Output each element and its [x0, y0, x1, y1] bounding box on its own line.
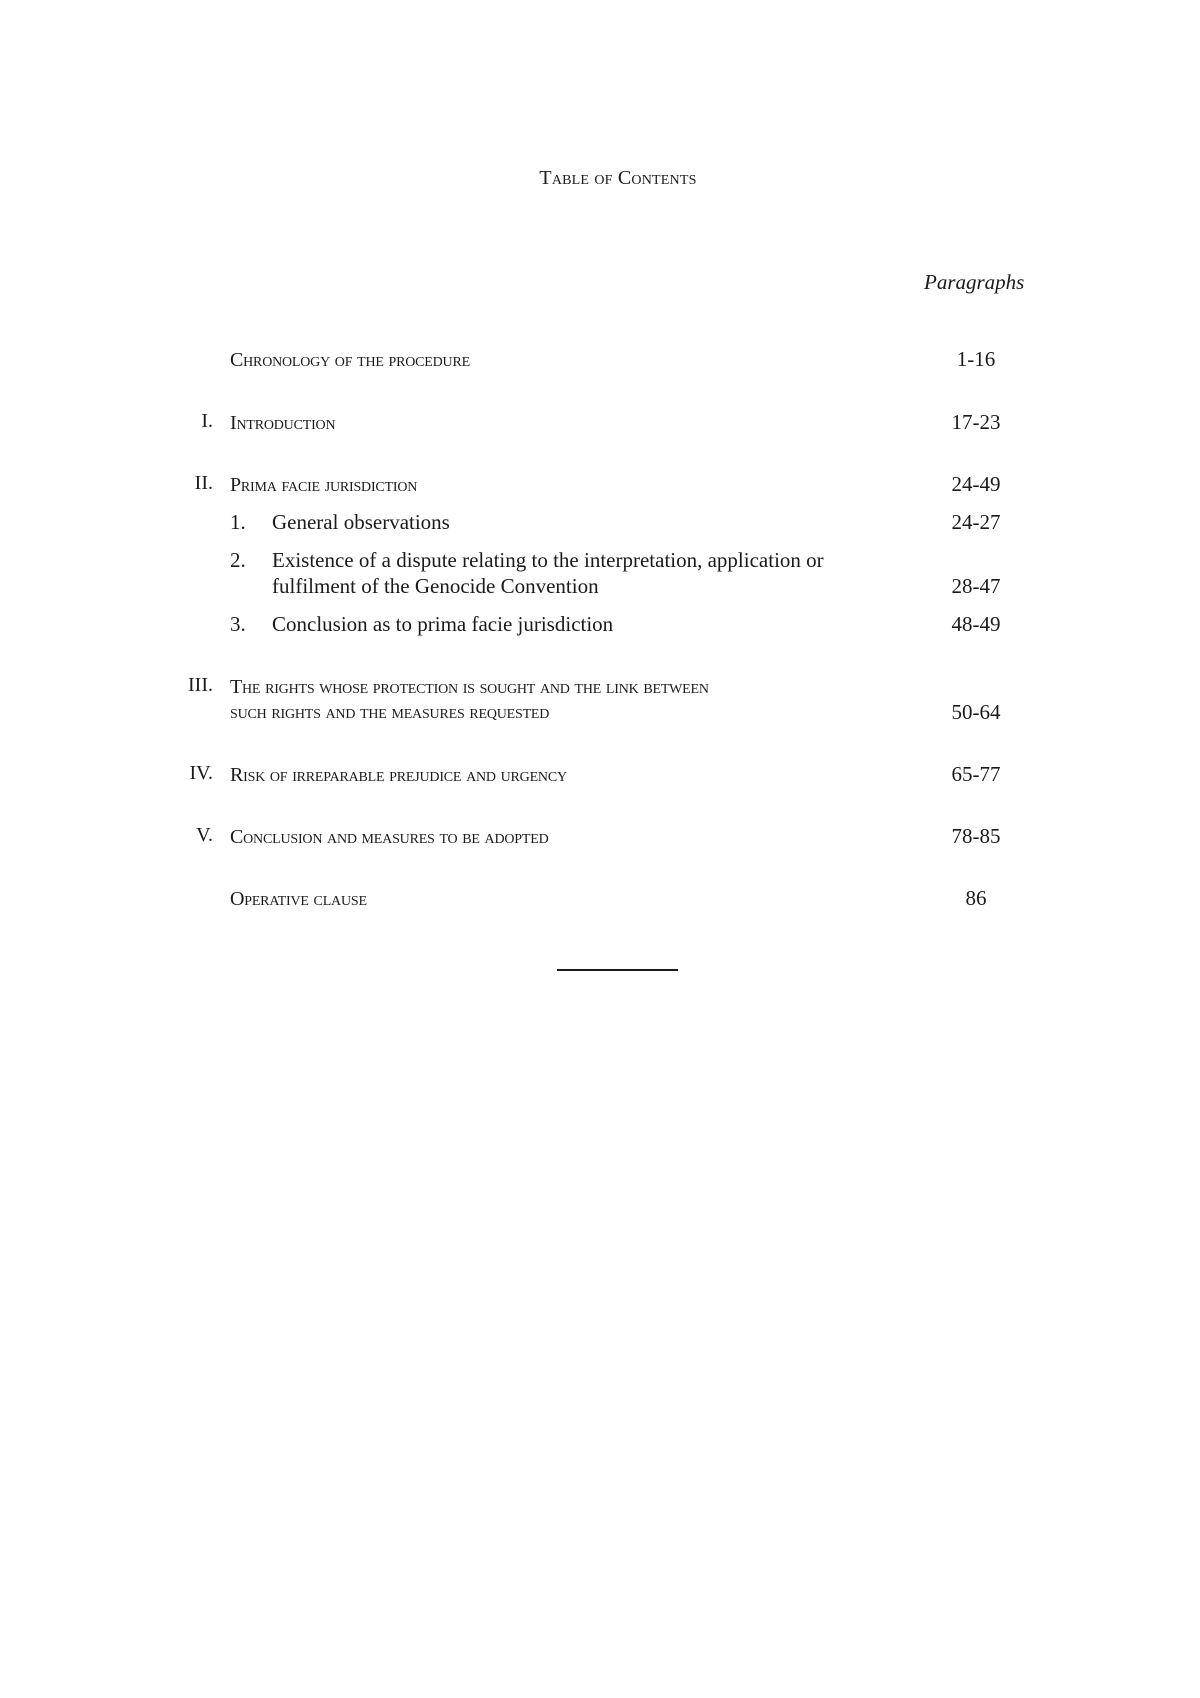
toc-entry-numeral: I.: [201, 410, 213, 432]
page-title: Table of Contents: [539, 167, 697, 189]
toc-subentry-general-observations[interactable]: [0, 510, 1200, 540]
toc-entry-paragraphs: 28-47: [951, 574, 1001, 598]
toc-entry-paragraphs: 78-85: [951, 824, 1001, 848]
toc-entry-prima-facie-jurisdiction[interactable]: [0, 472, 1200, 502]
toc-entry-paragraphs: 17-23: [951, 410, 1001, 434]
toc-entry-title: Risk of irreparable prejudice and urgency: [230, 764, 567, 786]
end-divider: [557, 969, 678, 971]
toc-subentry-number: 2.: [230, 548, 246, 572]
toc-entry-numeral: II.: [194, 472, 213, 494]
toc-entry-title: Conclusion and measures to be adopted: [230, 826, 549, 848]
toc-subentry-number: 1.: [230, 510, 246, 534]
toc-entry-paragraphs: 24-27: [951, 510, 1001, 534]
toc-entry-paragraphs: 86: [965, 886, 987, 910]
toc-entry-title-line2: such rights and the measures requested: [230, 701, 550, 723]
toc-subentry-title-line1: Existence of a dispute relating to the interpretation, application or: [272, 548, 824, 572]
toc-entry-paragraphs: 48-49: [951, 612, 1001, 636]
toc-subentry-title: General observations: [272, 510, 450, 534]
toc-entry-numeral: IV.: [189, 762, 213, 784]
toc-entry-paragraphs: 1-16: [956, 347, 996, 371]
toc-subentry-number: 3.: [230, 612, 246, 636]
toc-entry-title: Operative clause: [230, 888, 367, 910]
toc-entry-title: Prima facie jurisdiction: [230, 474, 418, 496]
toc-subentry-title: Conclusion as to prima facie jurisdiction: [272, 612, 614, 636]
toc-entry-conclusion-measures[interactable]: [0, 824, 1200, 854]
toc-entry-title: Introduction: [230, 412, 336, 434]
toc-entry-numeral: V.: [196, 824, 213, 846]
toc-entry-paragraphs: 24-49: [951, 472, 1001, 496]
toc-entry-operative-clause[interactable]: [0, 886, 1200, 916]
toc-entry-introduction[interactable]: [0, 410, 1200, 440]
toc-entry-chronology[interactable]: [0, 347, 1200, 377]
toc-entry-title-line1: The rights whose protection is sought and the link between: [230, 676, 709, 698]
toc-entry-paragraphs: 50-64: [951, 700, 1001, 724]
paragraphs-column-header: Paragraphs: [924, 270, 1025, 294]
toc-entry-irreparable-prejudice[interactable]: [0, 762, 1200, 792]
toc-entry-title: Chronology of the procedure: [230, 349, 470, 371]
toc-subentry-conclusion-jurisdiction[interactable]: [0, 612, 1200, 642]
toc-subentry-existence-of-dispute[interactable]: [0, 548, 1200, 608]
toc-entry-paragraphs: 65-77: [951, 762, 1001, 786]
toc-entry-numeral: III.: [188, 674, 213, 696]
toc-entry-rights-protection[interactable]: [0, 674, 1200, 734]
toc-subentry-title-line2: fulfilment of the Genocide Convention: [272, 574, 599, 598]
